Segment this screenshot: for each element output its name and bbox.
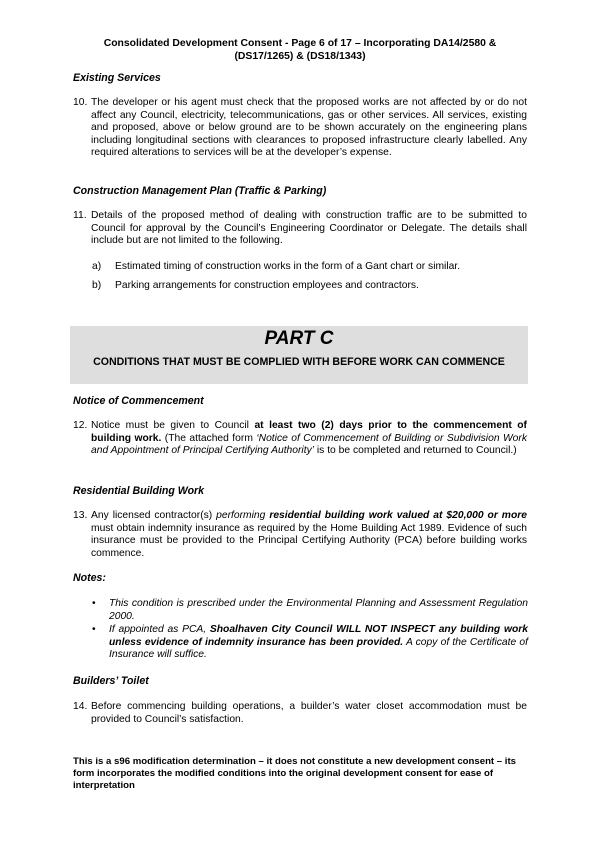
text-run: Any licensed contractor(s) — [91, 510, 217, 521]
section-heading-notes: Notes: — [73, 572, 106, 584]
condition-number: 10. — [73, 97, 88, 108]
section-heading-construction-plan: Construction Management Plan (Traffic & Parking) — [73, 185, 327, 197]
condition-number: 14. — [73, 701, 88, 712]
note-bullet-2 — [92, 624, 528, 662]
item-label: b) — [92, 280, 102, 291]
text-run: is to be completed and returned to Council.) — [314, 445, 517, 457]
section-heading-notice: Notice of Commencement — [73, 395, 204, 407]
text-run-italic: If appointed as PCA, — [109, 624, 210, 635]
note-text — [109, 624, 528, 662]
condition-11 — [73, 210, 527, 248]
condition-text — [91, 510, 527, 560]
condition-13 — [73, 510, 527, 560]
bullet-icon: • — [92, 624, 96, 635]
condition-text: The developer or his agent must check that the proposed works are not affected by or do not affect any Council, electricity, telecommunications, gas or other services. All services, existing and proposed, above or below ground are to be shown accurately on the engineering plans including longitudinal sections with clearances to proposed infrastructure clearly labelled. Any required alterations to services will be at the developer’s expense. — [91, 97, 527, 159]
section-heading-toilet: Builders’ Toilet — [73, 675, 149, 687]
page-footer-note: This is a s96 modification determination – it does not constitute a new development consent – its form incorporates the modified conditions into the original development consent for ease of interpretation — [73, 756, 516, 791]
bullet-icon: • — [92, 598, 96, 609]
condition-text: Details of the proposed method of dealing with construction traffic are to be submitted to Council for approval by the Council’s Engineering Coordinator or Delegate. The details shall include but are not limited to the following. — [91, 210, 527, 247]
text-run: (The attached form — [161, 432, 257, 444]
condition-11-item-a — [92, 261, 522, 274]
text-run: must obtain indemnity insurance as required by the Home Building Act 1989. Evidence of such insurance must be provided to the Principal Certifying Authority (PCA) before building works commence. — [91, 522, 527, 559]
text-run-bold: at least two (2) days prior to the commencement of building work. — [91, 420, 527, 444]
text-run-bold-italic: residential building work valued at $20,000 or more — [265, 510, 527, 521]
text-run-italic: ‘Notice of Commencement of Building or Subdivision Work and Appointment of Principal Certifying Authority’ — [91, 432, 527, 457]
text-run-italic: A copy of the Certificate of Insurance will suffice. — [109, 636, 529, 661]
section-heading-residential: Residential Building Work — [73, 485, 205, 497]
part-c-subtitle: CONDITIONS THAT MUST BE COMPLIED WITH BEFORE WORK CAN COMMENCE — [93, 356, 505, 368]
condition-10 — [73, 97, 527, 160]
condition-number: 13. — [73, 510, 88, 521]
part-c-banner — [70, 326, 528, 384]
page-header — [60, 38, 540, 64]
condition-12 — [73, 420, 527, 458]
part-c-title: PART C — [264, 328, 334, 349]
note-text: This condition is prescribed under the Environmental Planning and Assessment Regulation 2000. — [109, 598, 528, 622]
item-label: a) — [92, 261, 102, 272]
item-text: Estimated timing of construction works in the form of a Gant chart or similar. — [115, 261, 461, 272]
condition-11-item-b — [92, 280, 522, 293]
text-run: Notice must be given to Council — [91, 420, 255, 431]
text-run-bold-italic: Shoalhaven City Council WILL NOT INSPECT any building work unless evidence of indemnity insurance has been provided. — [109, 624, 529, 648]
header-line-2: (DS17/1265) & (DS18/1343) — [234, 50, 366, 62]
condition-number: 12. — [73, 420, 88, 431]
section-heading-existing-services: Existing Services — [73, 72, 161, 84]
condition-14 — [73, 701, 527, 726]
note-bullet-1 — [92, 598, 528, 623]
condition-number: 11. — [73, 210, 87, 221]
condition-text — [91, 420, 527, 458]
condition-text: Before commencing building operations, a builder’s water closet accommodation must be provided to Council’s satisfaction. — [91, 701, 527, 725]
item-text: Parking arrangements for construction employees and contractors. — [115, 280, 419, 291]
text-run-italic: performing — [216, 510, 266, 521]
header-line-1: Consolidated Development Consent - Page 6 of 17 – Incorporating DA14/2580 & — [103, 38, 497, 49]
